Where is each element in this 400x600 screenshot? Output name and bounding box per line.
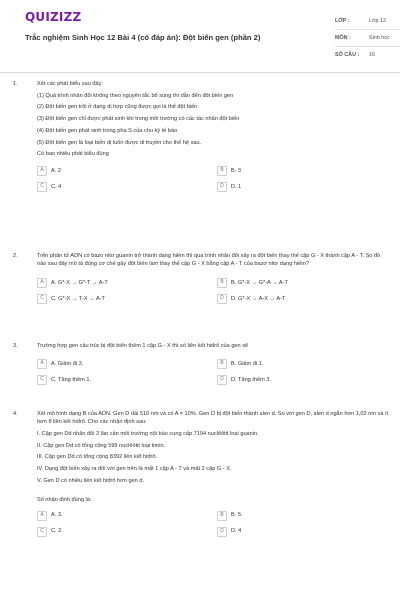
answer-options <box>37 358 389 385</box>
question-text: (4) Đột biến gen phát sinh trong pha S của chu kỳ tế bào <box>37 127 178 134</box>
option-letter-box: C <box>37 375 47 385</box>
option-letter-box: D <box>217 527 227 537</box>
question-4 <box>13 410 389 537</box>
option-label: B. G*-X → G*-A → A-T <box>231 279 288 286</box>
answer-option-b[interactable] <box>217 358 389 369</box>
question-text: (3) Đột biến gen chỉ được phát sinh khi trong môi trường có các tác nhân đột biến <box>37 116 240 123</box>
question-text: Xét mô hình dạng B của ADN. Gen D dài 510 nm và có A = 10%. Gen D bị đột biến thành alen d. So với gen D, alen d ngắn hơn 1,02 nm và ít hơn 8 liên kết hiđrô. Cho các nhận định sau: <box>37 411 389 426</box>
meta-value: 16 <box>369 52 375 58</box>
question-text: (5) Đột biến gen là loại biến dị luôn được di truyền cho thế hệ sau. <box>37 139 202 146</box>
answer-options <box>37 510 389 537</box>
meta-value: Sinh học <box>369 35 390 41</box>
question-body <box>37 342 389 350</box>
option-label: D. 4 <box>231 528 242 535</box>
question-text: (1) Quá trình nhân đôi không theo nguyên tắc bổ sung thì dẫn đến đột biến gen <box>37 92 234 99</box>
question-1 <box>13 80 389 192</box>
meta-label: MÔN : <box>335 35 351 41</box>
answer-option-a[interactable] <box>37 358 209 369</box>
meta-value: Lớp 12 <box>369 18 387 24</box>
answer-option-d[interactable] <box>217 293 389 304</box>
page-title: Trắc nghiệm Sinh Học 12 Bài 4 (có đáp án): Đột biến gen (phần 2) <box>25 33 261 42</box>
answer-option-b[interactable] <box>217 165 389 176</box>
answer-option-d[interactable] <box>217 181 389 192</box>
answer-option-a[interactable] <box>37 165 209 176</box>
option-label: A. 2 <box>51 167 61 174</box>
option-label: D. Tăng thêm 3. <box>231 376 272 383</box>
question-text: Có bao nhiêu phát biểu đúng <box>37 151 109 158</box>
answer-option-d[interactable] <box>217 374 389 385</box>
question-text <box>37 488 389 492</box>
option-letter-box: D <box>217 375 227 385</box>
question-text: Trường hợp gen cấu trúc bị đột biến thêm 1 cặp G - X thì số liên kết hiđrô của gen sẽ <box>37 343 249 349</box>
question-text: II. Cặp gen Dd có tổng cộng 599 nuclêôtit loại timin. <box>37 442 166 449</box>
header-divider <box>0 72 400 73</box>
question-number: 2. <box>13 253 18 259</box>
question-text: V. Gen D có nhiều liên kết hiđrô hơn gen d. <box>37 477 145 484</box>
question-text: Trên phân tử ADN có bazo nitơ guanin trở thành dạng hiếm thì qua trình nhân đôi xảy ra đột biến thay thế cặp G - X thành cặp A - T. So đồ nào sau đây mô tả đúng cơ chế gây đột biến làm thay thế cặp G - X bằng cặp A - T của bazơ nitơ dạng hiếm? <box>37 253 381 268</box>
question-text: (2) Đột biến gen trội ở dạng dị hợp cũng được gọi là thể đột biến <box>37 104 198 111</box>
answer-option-c[interactable] <box>37 293 209 304</box>
question-text: IV. Dạng đột biến xảy ra đối với gen trên là mất 1 cặp A - T và mất 2 cặp G - X. <box>37 465 232 472</box>
option-letter-box: B <box>217 511 227 521</box>
question-text: Xét các phát biểu sau đây: <box>37 81 103 87</box>
question-number: 3. <box>13 343 18 349</box>
answer-option-a[interactable] <box>37 277 209 288</box>
quizizz-logo: QUIZIZZ <box>25 10 82 24</box>
option-label: C. G*-X → T-X → A-T <box>51 295 105 302</box>
option-letter-box: B <box>217 359 227 369</box>
question-text: I. Cặp gen Dd nhân đôi 2 lần cần môi trường nội bào cung cấp 7194 nuclêôtit loại guanin. <box>37 430 259 437</box>
question-3 <box>13 342 389 385</box>
option-letter-box: B <box>217 278 227 288</box>
answer-option-c[interactable] <box>37 526 209 537</box>
answer-option-b[interactable] <box>217 277 389 288</box>
meta-row-subject <box>335 30 400 47</box>
worksheet-header <box>12 0 388 60</box>
option-label: C. Tăng thêm 1. <box>51 376 92 383</box>
option-label: A. G*-X → G*-T → A-T <box>51 279 108 286</box>
option-label: C. 2. <box>51 528 63 535</box>
option-letter-box: C <box>37 527 47 537</box>
option-label: B. 5. <box>231 512 243 519</box>
question-body <box>37 80 389 158</box>
question-text: III. Cặp gen Dd có tổng cộng 8392 liên kết hiđrô. <box>37 454 158 461</box>
option-letter-box: B <box>217 166 227 176</box>
answer-option-a[interactable] <box>37 510 209 521</box>
question-body <box>37 252 389 268</box>
option-letter-box: A <box>37 166 47 176</box>
answer-option-c[interactable] <box>37 374 209 385</box>
option-label: A. Giảm đi 3. <box>51 360 84 367</box>
answer-option-c[interactable] <box>37 181 209 192</box>
question-text: Số nhận định đúng là: <box>37 496 92 503</box>
answer-options <box>37 165 389 192</box>
option-letter-box: C <box>37 294 47 304</box>
question-number: 4. <box>13 411 18 417</box>
option-label: D. G*-X → A-X → A-T <box>231 295 286 302</box>
question-2 <box>13 252 389 304</box>
meta-table <box>335 13 400 63</box>
option-label: B. 3 <box>231 167 241 174</box>
answer-option-b[interactable] <box>217 510 389 521</box>
answer-options <box>37 277 389 304</box>
question-number: 1. <box>13 81 18 87</box>
meta-row-class <box>335 13 400 30</box>
meta-label: SỐ CÂU : <box>335 52 360 58</box>
option-letter-box: D <box>217 182 227 192</box>
option-label: A. 3. <box>51 512 63 519</box>
option-letter-box: A <box>37 359 47 369</box>
option-letter-box: C <box>37 182 47 192</box>
option-label: C. 4 <box>51 183 62 190</box>
question-body <box>37 410 389 504</box>
option-label: D. 1 <box>231 183 242 190</box>
option-label: B. Giảm đi 1. <box>231 360 264 367</box>
option-letter-box: D <box>217 294 227 304</box>
answer-option-d[interactable] <box>217 526 389 537</box>
option-letter-box: A <box>37 511 47 521</box>
option-letter-box: A <box>37 278 47 288</box>
meta-row-count <box>335 47 400 63</box>
meta-label: LỚP : <box>335 18 350 24</box>
